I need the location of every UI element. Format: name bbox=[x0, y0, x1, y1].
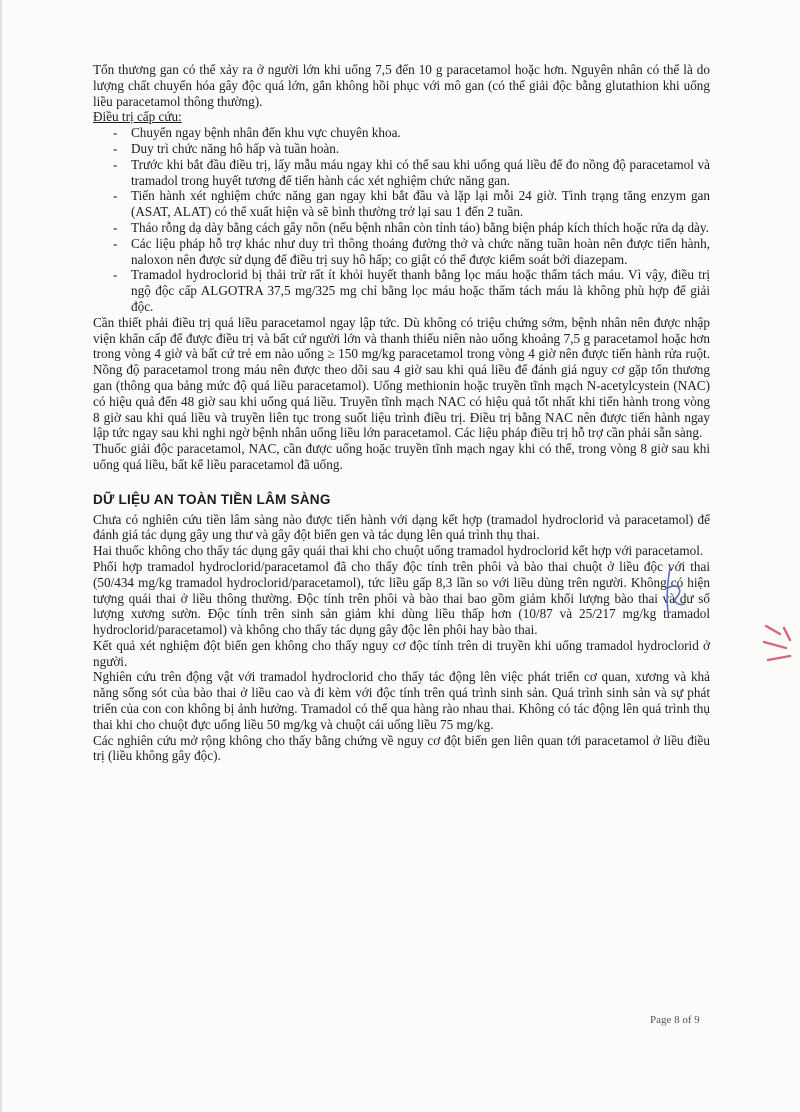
paracetamol-treatment-paragraph: Cần thiết phải điều trị quá liều paracetamol ngay lập tức. Dù không có triệu chứng sớm, bệnh nhân nên được nhập viện khẩn cấp để được điều trị và bất cứ người lớn và thanh thiếu niên nào uống khoảng 7,5 g paracetamol hoặc hơn trong vòng 4 giờ và bất cứ trẻ em nào uống ≥ 150 mg/kg paracetamol trong vòng 4 giờ nên được tiến hành rửa ruột. Nồng độ paracetamol trong máu nên được theo dõi sau 4 giờ sau khi quá liều để đánh giá nguy cơ gặp tổn thương gan (thông qua bảng mức độ quá liều paracetamol). Uống methionin hoặc truyền tĩnh mạch N-acetylcystein (NAC) có hiệu quả đến 48 giờ sau khi uống quá liều. Truyền tĩnh mạch NAC có hiệu quả tốt nhất khi tiến hành trong vòng 8 giờ sau khi quá liều và truyền liên tục trong suốt liệu trình điều trị. Điều trị bằng NAC nên được tiến hành ngay lập tức ngay sau khi nghi ngờ bệnh nhân uống liều lớn paracetamol. Các liệu pháp điều trị hỗ trợ cần phải sẵn sàng. bbox=[93, 314, 710, 441]
bullet-dash: - bbox=[113, 188, 118, 204]
page-content bbox=[93, 62, 710, 764]
list-item bbox=[93, 220, 710, 236]
list-item bbox=[93, 267, 710, 314]
list-item-text: Tháo rỗng dạ dày bằng cách gây nôn (nếu bệnh nhân còn tỉnh táo) bằng biện pháp kích thích hoặc rửa dạ dày. bbox=[131, 219, 709, 235]
overdose-intro-paragraph: Tổn thương gan có thể xảy ra ở người lớn khi uống 7,5 đến 10 g paracetamol hoặc hơn. Nguyên nhân có thể là do lượng chất chuyển hóa gây độc quá lớn, gắn không hồi phục với mô gan (có thể giải độc bằng glutathion khi uống liều paracetamol thông thường). bbox=[93, 62, 710, 109]
bullet-dash: - bbox=[113, 219, 118, 235]
preclinical-paragraph: Chưa có nghiên cứu tiền lâm sàng nào được tiến hành với dạng kết hợp (tramadol hydroclorid và paracetamol) để đánh giá tác dụng gây ung thư và gây đột biến gen và tác dụng lên quá trình thụ thai. bbox=[93, 511, 710, 543]
list-item bbox=[93, 157, 710, 189]
list-item bbox=[93, 188, 710, 220]
preclinical-paragraph: Phối hợp tramadol hydroclorid/paracetamol đã cho thấy độc tính trên phôi và bào thai chuột ở liều độc với thai (50/434 mg/kg tramadol hydroclorid/paracetamol), tức liều gấp 8,3 lần so với liều dùng trên người. Không có hiện tượng quái thai ở liều thông thường. Độc tính trên phôi và bào thai bao gồm giảm khối lượng bào thai và dư số lượng xương sườn. Độc tính trên sinh sản giảm khi dùng liều thấp hơn (10/87 và 25/217 mg/kg tramadol hydroclorid/paracetamol) và không cho thấy tác dụng gây độc lên phôi hay bào thai. bbox=[93, 558, 710, 638]
emergency-treatment-heading: Điều trị cấp cứu: bbox=[93, 109, 182, 125]
list-item-text: Trước khi bắt đầu điều trị, lấy mẫu máu ngay khi có thể sau khi uống quá liều để đo nồng độ paracetamol và tramadol trong huyết tương để tiến hành các xét nghiệm chức năng gan. bbox=[131, 156, 710, 188]
list-item-text: Tiến hành xét nghiệm chức năng gan ngay khi bắt đầu và lặp lại mỗi 24 giờ. Tình trạng tăng enzym gan (ASAT, ALAT) có thể xuất hiện và sẽ bình thường trở lại sau 1 đến 2 tuần. bbox=[131, 188, 710, 220]
list-item bbox=[93, 141, 710, 157]
list-item bbox=[93, 236, 710, 268]
bullet-dash: - bbox=[113, 267, 118, 283]
preclinical-section-title: DỮ LIỆU AN TOÀN TIỀN LÂM SÀNG bbox=[93, 491, 331, 507]
preclinical-paragraph: Nghiên cứu trên động vật với tramadol hydroclorid cho thấy tác động lên việc phát triển cơ quan, xương và khả năng sống sót của bào thai ở liều cao và đi kèm với độc tính trên quá trình sinh sản. Quá trình sinh sản và sự phát triển của con con không bị ảnh hưởng. Tramadol có thể qua hàng rào nhau thai. Không có tác động lên quá trình thụ thai khi cho chuột đực uống liều 50 mg/kg và chuột cái uống liều 75 mg/kg. bbox=[93, 669, 710, 732]
list-item-text: Chuyển ngay bệnh nhân đến khu vực chuyên khoa. bbox=[131, 125, 401, 141]
bullet-dash: - bbox=[113, 140, 118, 156]
list-item-text: Các liệu pháp hỗ trợ khác như duy trì thông thoáng đường thở và chức năng tuần hoàn nên được tiến hành, naloxon nên được sử dụng để điều trị suy hô hấp; co giật có thể được kiểm soát bởi diazepam. bbox=[131, 235, 710, 267]
preclinical-paragraph: Các nghiên cứu mở rộng không cho thấy bằng chứng về nguy cơ đột biến gen liên quan tới paracetamol ở liều điều trị (liều không gây độc). bbox=[93, 732, 710, 764]
preclinical-paragraph: Hai thuốc không cho thấy tác dụng gây quái thai khi cho chuột uống tramadol hydroclorid kết hợp với paracetamol. bbox=[93, 543, 704, 559]
initials-stamp-icon bbox=[650, 560, 696, 630]
bullet-dash: - bbox=[113, 235, 118, 251]
emergency-treatment-list bbox=[93, 125, 710, 315]
list-item bbox=[93, 125, 710, 141]
preclinical-paragraph: Kết quả xét nghiệm đột biến gen không cho thấy nguy cơ độc tính trên di truyền khi uống tramadol hydroclorid ở người. bbox=[93, 637, 710, 669]
scan-edge-shadow bbox=[0, 0, 3, 1112]
bullet-dash: - bbox=[113, 125, 118, 141]
list-item-text: Tramadol hydroclorid bị thải trừ rất ít khỏi huyết thanh bằng lọc máu hoặc thẩm tách máu. Vì vậy, điều trị ngộ độc cấp ALGOTRA 37,5 mg/325 mg chỉ bằng lọc máu hoặc thẩm tách máu là không phù hợp để giải độc. bbox=[131, 267, 710, 314]
list-item-text: Duy trì chức năng hô hấp và tuần hoàn. bbox=[131, 140, 340, 156]
bullet-dash: - bbox=[113, 156, 118, 172]
page-number: Page 8 of 9 bbox=[650, 1014, 700, 1026]
antidote-paragraph: Thuốc giải độc paracetamol, NAC, cần được uống hoặc truyền tĩnh mạch ngay khi có thể, trong vòng 8 giờ sau khi uống quá liều, bất kể liều paracetamol đã uống. bbox=[93, 441, 710, 472]
red-edge-stamp-icon bbox=[760, 620, 796, 670]
